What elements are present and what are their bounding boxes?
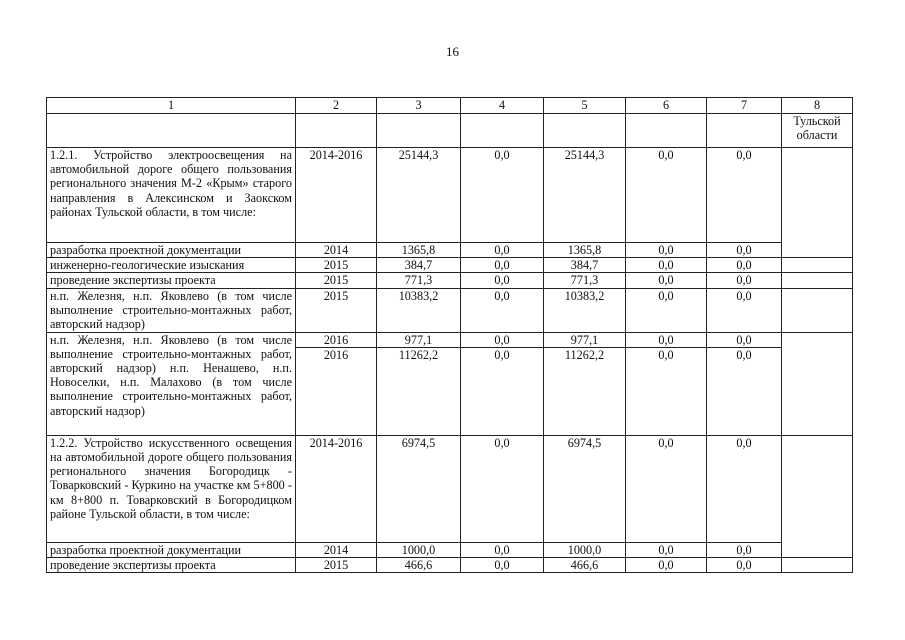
header-cell: 7 [707,98,782,114]
item-years: 2015 [296,273,377,288]
item-local: 0,0 [626,243,707,258]
item-regional: 466,6 [544,558,626,573]
item-federal: 0,0 [461,243,544,258]
item-extra [782,435,853,542]
item-extra [782,273,853,288]
item-years: 2016 [296,332,377,347]
item-total: 1365,8 [377,243,461,258]
header-cell: 6 [626,98,707,114]
item-years: 2016 [296,347,377,435]
item-name: 1.2.2. Устройство искусственного освещения на автомобильной дороге общего пользования регионального значения Богородицк - Товарковский - Куркино на участке км 5+800 - км 8+800 п. Товарковский в Богородицком районе Тульской области, в том числе: [47,435,296,542]
item-total: 25144,3 [377,148,461,243]
item-total: 977,1 [377,332,461,347]
item-local: 0,0 [626,148,707,243]
item-name: разработка проектной документации [47,243,296,258]
item-extra [782,148,853,243]
budget-table [46,97,853,573]
header-cell: 3 [377,98,461,114]
item-name: н.п. Железня, н.п. Яковлево (в том числе выполнение строительно-монтажных работ, авторский надзор) н.п. Ненашево, н.п. Новоселки, н.п. Малахово (в том числе выполнение строительно-монтажных работ, авторский надзор) [47,332,296,435]
item-federal: 0,0 [461,258,544,273]
item-name: н.п. Железня, н.п. Яковлево (в том числе выполнение строительно-монтажных работ, авторский надзор) [47,288,296,332]
item-local: 0,0 [626,258,707,273]
item-name: проведение экспертизы проекта [47,558,296,573]
header-cell: 5 [544,98,626,114]
table-row [47,273,853,288]
header-sub-cell [461,114,544,148]
header-cell: 2 [296,98,377,114]
table-row [47,332,853,347]
item-total: 466,6 [377,558,461,573]
table-row [47,558,853,573]
table-row [47,435,853,542]
item-local: 0,0 [626,542,707,557]
item-years: 2015 [296,258,377,273]
item-years: 2015 [296,288,377,332]
item-other: 0,0 [707,542,782,557]
item-years: 2014-2016 [296,435,377,542]
item-name: инженерно-геологические изыскания [47,258,296,273]
item-other: 0,0 [707,273,782,288]
item-other: 0,0 [707,347,782,435]
item-name: 1.2.1. Устройство электроосвещения на автомобильной дороге общего пользования регионального значения М-2 «Крым» старого направления в Алексинском и Заокском районах Тульской области, в том числе: [47,148,296,243]
table-row [47,288,853,332]
item-total: 384,7 [377,258,461,273]
item-local: 0,0 [626,288,707,332]
table-row [47,258,853,273]
item-local: 0,0 [626,558,707,573]
item-local: 0,0 [626,332,707,347]
item-local: 0,0 [626,273,707,288]
header-sub-cell [296,114,377,148]
table-row [47,243,853,258]
item-local: 0,0 [626,435,707,542]
item-years: 2015 [296,558,377,573]
item-total: 6974,5 [377,435,461,542]
item-regional: 771,3 [544,273,626,288]
header-sub-cell [707,114,782,148]
header-sub-cell [47,114,296,148]
item-extra [782,288,853,332]
item-regional: 25144,3 [544,148,626,243]
header-sub-cell [544,114,626,148]
header-sub-cell-region: Тульской области [782,114,853,148]
item-total: 1000,0 [377,542,461,557]
item-extra [782,542,853,557]
item-regional: 11262,2 [544,347,626,435]
header-cell: 8 [782,98,853,114]
item-total: 11262,2 [377,347,461,435]
header-row [47,98,853,114]
item-name: проведение экспертизы проекта [47,273,296,288]
item-other: 0,0 [707,558,782,573]
item-extra [782,332,853,435]
item-extra [782,243,853,258]
item-name: разработка проектной документации [47,542,296,557]
item-federal: 0,0 [461,435,544,542]
item-years: 2014 [296,542,377,557]
item-federal: 0,0 [461,273,544,288]
header-cell: 4 [461,98,544,114]
header-sub-cell [377,114,461,148]
item-total: 10383,2 [377,288,461,332]
item-other: 0,0 [707,435,782,542]
header-sub-row [47,114,853,148]
item-years: 2014-2016 [296,148,377,243]
item-federal: 0,0 [461,542,544,557]
item-federal: 0,0 [461,148,544,243]
item-federal: 0,0 [461,347,544,435]
header-sub-cell [626,114,707,148]
item-regional: 1365,8 [544,243,626,258]
item-other: 0,0 [707,288,782,332]
item-extra [782,258,853,273]
item-regional: 10383,2 [544,288,626,332]
item-other: 0,0 [707,148,782,243]
page-number: 16 [446,44,459,59]
item-other: 0,0 [707,332,782,347]
item-other: 0,0 [707,258,782,273]
item-federal: 0,0 [461,288,544,332]
item-regional: 6974,5 [544,435,626,542]
header-cell: 1 [47,98,296,114]
item-other: 0,0 [707,243,782,258]
item-federal: 0,0 [461,558,544,573]
item-regional: 977,1 [544,332,626,347]
item-local: 0,0 [626,347,707,435]
item-federal: 0,0 [461,332,544,347]
item-regional: 384,7 [544,258,626,273]
table-row [47,542,853,557]
item-total: 771,3 [377,273,461,288]
item-extra [782,558,853,573]
item-regional: 1000,0 [544,542,626,557]
table-row [47,148,853,243]
item-years: 2014 [296,243,377,258]
